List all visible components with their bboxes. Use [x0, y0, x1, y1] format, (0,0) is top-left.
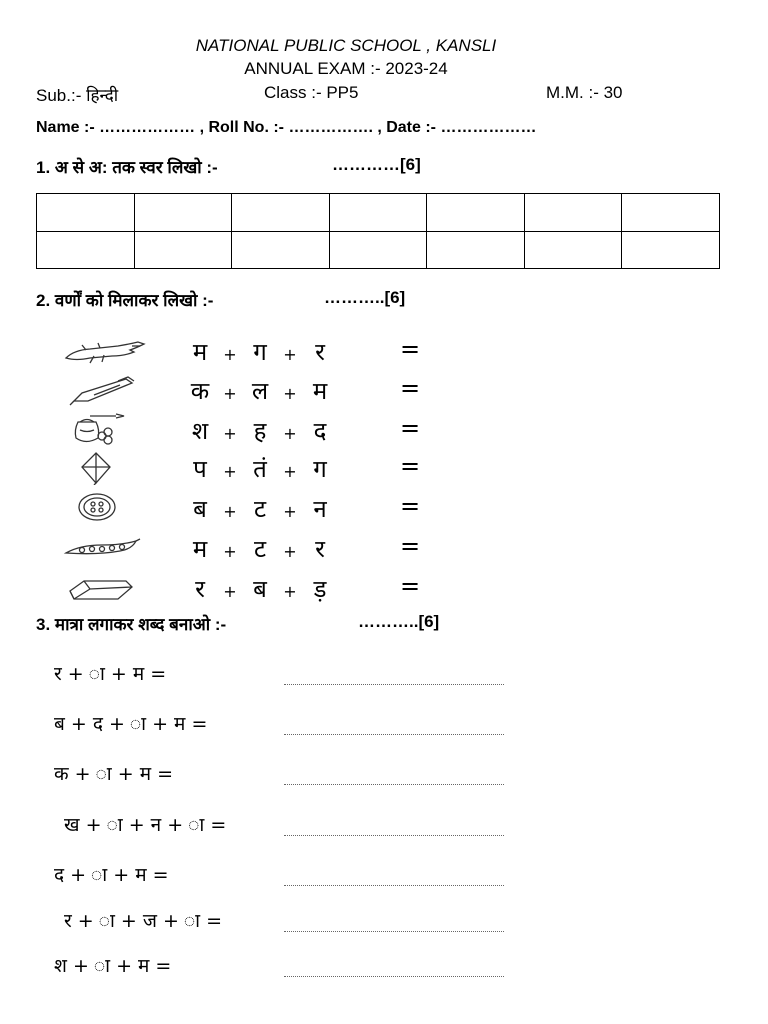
plus-sign: + [283, 345, 297, 364]
combo-letter: न [313, 495, 327, 523]
combo-letter: ल [251, 377, 269, 405]
q1-title: 1. अ से अ: तक स्वर लिखो :- [36, 158, 218, 177]
plus-sign: + [283, 424, 297, 443]
combo-row [182, 414, 423, 447]
grid-cell[interactable] [622, 231, 720, 269]
combo-letter: तं [253, 455, 267, 483]
school-name: NATIONAL PUBLIC SCHOOL , KANSLI [195, 36, 497, 55]
combo-row [182, 452, 423, 485]
vowel-answer-grid [36, 193, 720, 269]
class-info: Class :- PP5 [264, 83, 359, 102]
student-info-row: Name :- ……………… , Roll No. :- ……………. , Date :- ……………… [36, 119, 537, 136]
combo-letter: श [191, 417, 209, 445]
equals-sign: = [400, 374, 423, 402]
plus-sign: + [223, 502, 237, 521]
plus-sign: + [283, 502, 297, 521]
q1-marks: …………[6] [332, 155, 421, 174]
answer-line[interactable] [284, 931, 504, 932]
honey-pot-icon [60, 412, 150, 446]
grid-cell[interactable] [134, 231, 232, 269]
crocodile-icon [60, 334, 150, 368]
grid-cell[interactable] [427, 194, 525, 232]
kite-icon [60, 451, 150, 485]
combo-letter: द [313, 417, 327, 445]
equals-sign: = [400, 572, 423, 600]
q3-heading [36, 612, 440, 635]
matra-expression: र + ा + म = [54, 663, 167, 685]
matra-expression: र + ा + ज + ा = [64, 910, 223, 932]
combo-row [182, 374, 423, 407]
combo-letter: म [192, 338, 208, 366]
combo-letter: ग [313, 455, 327, 483]
equals-sign: = [400, 414, 423, 442]
plus-sign: + [223, 345, 237, 364]
grid-cell[interactable] [37, 194, 135, 232]
combo-letter: क [190, 377, 210, 405]
pen-icon [60, 373, 150, 407]
plus-sign: + [283, 384, 297, 403]
grid-cell[interactable] [134, 194, 232, 232]
combo-letter: ड़ [313, 575, 327, 603]
plus-sign: + [223, 424, 237, 443]
max-marks: M.M. :- 30 [546, 83, 623, 102]
combo-letter: ब [193, 495, 207, 523]
matra-expression: ब + द + ा + म = [54, 713, 208, 735]
eraser-icon [60, 571, 150, 605]
combo-row [182, 492, 423, 525]
answer-line[interactable] [284, 835, 504, 836]
combo-letter: ब [253, 575, 267, 603]
answer-line[interactable] [284, 784, 504, 785]
q2-title: 2. वर्णों को मिलाकर लिखो :- [36, 291, 214, 310]
plus-sign: + [223, 582, 237, 601]
subject: Sub.:- हिन्दी [36, 86, 119, 105]
equals-sign: = [400, 492, 423, 520]
button-icon [60, 490, 150, 524]
combo-letter: ट [253, 495, 267, 523]
q2-marks: ………..[6] [324, 288, 406, 307]
peas-icon [60, 531, 150, 565]
answer-line[interactable] [284, 734, 504, 735]
grid-cell[interactable] [427, 231, 525, 269]
plus-sign: + [283, 582, 297, 601]
equals-sign: = [400, 452, 423, 480]
combo-row [182, 532, 423, 565]
plus-sign: + [223, 542, 237, 561]
equals-sign: = [400, 335, 423, 363]
grid-cell[interactable] [329, 231, 427, 269]
grid-cell[interactable] [37, 231, 135, 269]
combo-letter: र [195, 575, 205, 603]
answer-line[interactable] [284, 684, 504, 685]
combo-letter: र [315, 535, 325, 563]
q3-marks: ………..[6] [358, 612, 440, 631]
answer-line[interactable] [284, 976, 504, 977]
combo-letter: प [193, 455, 207, 483]
grid-cell[interactable] [232, 194, 330, 232]
matra-expression: द + ा + म = [54, 864, 169, 886]
plus-sign: + [283, 542, 297, 561]
combo-row [182, 335, 423, 368]
grid-cell[interactable] [329, 194, 427, 232]
grid-cell[interactable] [524, 231, 622, 269]
exam-title: ANNUAL EXAM :- 2023-24 [244, 59, 448, 78]
matra-expression: ख + ा + न + ा = [64, 814, 227, 836]
q2-heading [36, 288, 406, 311]
combo-letter: म [192, 535, 208, 563]
combo-letter: ग [253, 338, 267, 366]
matra-expression: क + ा + म = [54, 763, 174, 785]
matra-expression: श + ा + म = [54, 955, 172, 977]
grid-cell[interactable] [524, 194, 622, 232]
plus-sign: + [223, 384, 237, 403]
q3-title: 3. मात्रा लगाकर शब्द बनाओ :- [36, 615, 227, 634]
q1-heading [36, 155, 421, 178]
equals-sign: = [400, 532, 423, 560]
combo-row [182, 572, 423, 605]
plus-sign: + [223, 462, 237, 481]
grid-cell[interactable] [232, 231, 330, 269]
combo-letter: ह [253, 417, 267, 445]
plus-sign: + [283, 462, 297, 481]
combo-letter: र [315, 338, 325, 366]
answer-line[interactable] [284, 885, 504, 886]
combo-letter: म [312, 377, 328, 405]
grid-cell[interactable] [622, 194, 720, 232]
combo-letter: ट [253, 535, 267, 563]
